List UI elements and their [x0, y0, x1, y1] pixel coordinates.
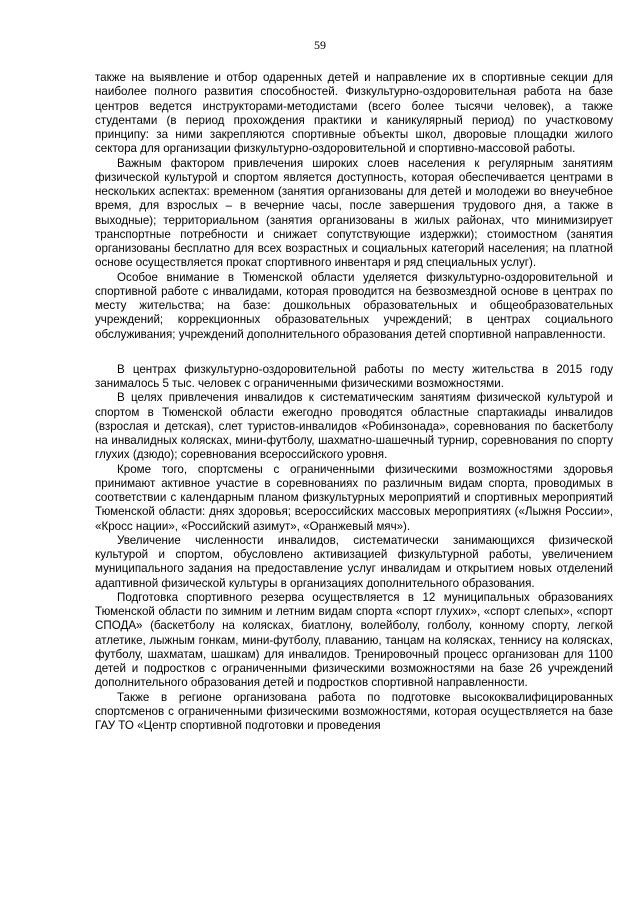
page-number: 59	[314, 38, 326, 52]
paragraph-athlete-participation: Кроме того, спортсмены с ограниченными физическими возможностями здоровья принимают активное участие в соревнованиях по различным видам спорта, проводимых в соответствии с календарным планом физкультурных мероприятий и спортивных мероприятий Тюменской области: днях здоровья; всероссийских массовых мероприятиях («Лыжня России», «Кросс нации», «Российский азимут», «Оранжевый мяч»).	[95, 462, 613, 533]
paragraph-regional-competitions: В целях привлечения инвалидов к систематическим занятиям физической культурой и спортом в Тюменской области ежегодно проводятся областные спартакиады инвалидов (взрослая и детская), слет туристов-инвалидов «Робинзонада», соревнования по баскетболу на инвалидных колясках, мини-футболу, шахматно-шашечный турнир, соревнования по спорту глухих (дзюдо); соревнования всероссийского уровня.	[95, 391, 613, 462]
paragraph-reserve-training: Подготовка спортивного резерва осуществляется в 12 муниципальных образованиях Тюменской области по зимним и летним видам спорта «спорт глухих», «спорт слепых», «спорт СПОДА» (баскетболу на колясках, биатлону, волейболу, голболу, конному спорту, легкой атлетике, лыжным гонкам, мини-футболу, плаванию, танцам на колясках, теннису на колясках, футболу, шахматам, шашкам) для инвалидов. Тренировочный процесс организован для 1100 детей и подростков с ограниченными физическими возможностями на базе 26 учреждений дополнительного образования детей и подростков спортивной направленности.	[95, 590, 613, 690]
paragraph-elite-athletes: Также в регионе организована работа по подготовке высококвалифицированных спортсменов с ограниченными физическими возможностями, которая осуществляется на базе ГАУ ТО «Центр спортивной подготовки и проведения	[95, 690, 613, 732]
paragraph-talent-selection: также на выявление и отбор одаренных детей и направление их в спортивные секции для наиболее полного развития способностей. Физкультурно-оздоровительная работа на базе центров ведется инструкторами-методистами (всего более тысячи человек), а также студентами (в период прохождения практики и каникулярный период) по участковому принципу: за ними закрепляются спортивные объекты школ, дворовые площадки жилого сектора для организации физкультурно-оздоровительной и спортивно-массовой работы.	[95, 71, 613, 156]
document-body	[95, 71, 613, 733]
paragraph-disabled-sport-work: Особое внимание в Тюменской области уделяется физкультурно-оздоровительной и спортивной работе с инвалидами, которая проводится на безвозмездной основе в центрах по месту жительства; на базе: дошкольных образовательных и общеобразовательных учреждений; коррекционных образовательных учреждений; в центрах социального обслуживания; учреждений дополнительного образования детей спортивной направленности.	[95, 270, 613, 341]
paragraph-gap	[95, 342, 613, 363]
paragraph-accessibility: Важным фактором привлечения широких слоев населения к регулярным занятиям физической культурой и спортом является доступность, которая обеспечивается центрами в нескольких аспектах: временном (занятия организованы для детей и молодежи во внеучебное время, для взрослых – в вечерние часы, после завершения трудового дня, а также в выходные); территориальном (занятия организованы в жилых районах, что минимизирует транспортные потребности и снижает сопутствующие издержки); стоимостном (занятия организованы бесплатно для всех возрастных и социальных категорий населения; на платной основе осуществляется прокат спортивного инвентаря и ряд специальных услуг).	[95, 156, 613, 270]
paragraph-2015-participants: В центрах физкультурно-оздоровительной работы по месту жительства в 2015 году занималось 5 тыс. человек с ограниченными физическими возможностями.	[95, 362, 613, 390]
paragraph-growth-factors: Увеличение численности инвалидов, систематически занимающихся физической культурой и спортом, обусловлено активизацией физкультурной работы, увеличением муниципального задания на предоставление услуг инвалидам и открытием новых отделений адаптивной физической культуры в организациях дополнительного образования.	[95, 533, 613, 590]
